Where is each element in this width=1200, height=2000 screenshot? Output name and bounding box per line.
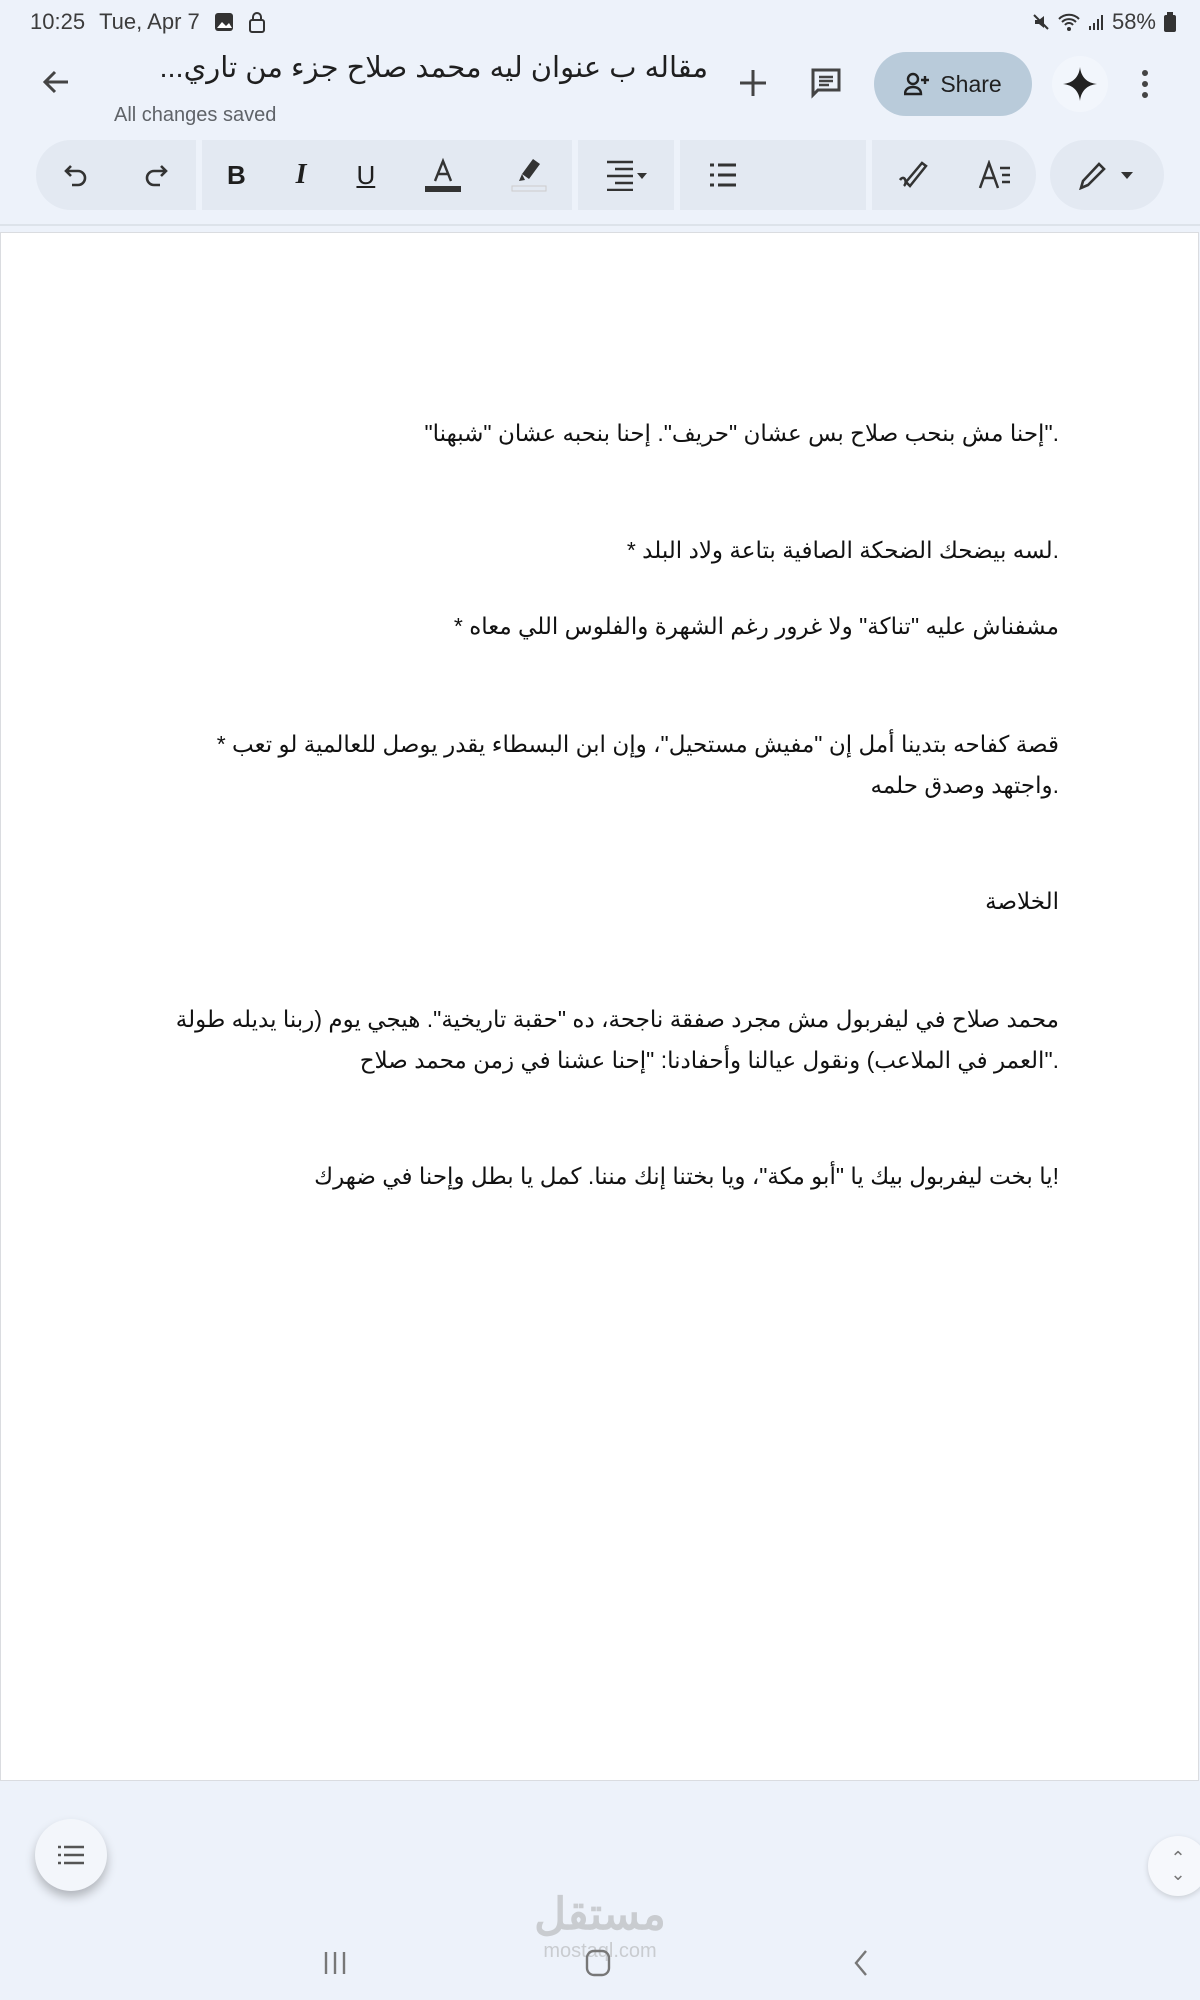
document-title[interactable]: مقاله ب عنوان ليه محمد صلاح جزء من تاري...	[159, 52, 708, 84]
back-chevron-icon	[852, 1949, 870, 1977]
format-toolbar-group	[202, 140, 572, 210]
gemini-button[interactable]	[1052, 56, 1108, 112]
pencil-dropdown-icon	[1077, 160, 1137, 190]
image-icon	[214, 12, 234, 32]
home-icon	[585, 1949, 611, 1977]
more-options-button[interactable]	[1140, 68, 1150, 100]
recent-apps-button[interactable]	[322, 1940, 348, 1986]
status-bar	[30, 6, 1176, 38]
edit-mode-button[interactable]	[1050, 140, 1164, 210]
lock-icon	[248, 11, 266, 33]
share-label: Share	[940, 70, 1002, 97]
paragraph: محمد صلاح في ليفربول مش مجرد صفقة ناجحة، ده "حقبة تاريخية". هيجي يوم (ربنا يديله طولة العمر في الملاعب) ونقول عيالنا وأحفادنا: "إحنا عشنا في زمن محمد صلاح".	[175, 1006, 1059, 1073]
undo-button[interactable]	[63, 162, 89, 188]
text-color-icon	[425, 157, 461, 193]
battery-icon	[1164, 12, 1176, 32]
text-style-button[interactable]	[978, 160, 1012, 190]
highlighter-icon	[511, 157, 547, 193]
tools-toolbar-group	[872, 140, 1036, 210]
status-date: Tue, Apr 7	[99, 9, 200, 34]
comments-button[interactable]	[810, 67, 842, 99]
align-toolbar-group	[578, 140, 674, 210]
recents-icon	[322, 1950, 348, 1976]
align-button[interactable]	[604, 159, 648, 191]
text-color-button[interactable]	[425, 157, 461, 193]
share-button[interactable]	[874, 52, 1032, 116]
section-heading: الخلاصة	[985, 888, 1059, 914]
chevron-up-icon: ⌃	[1170, 1848, 1186, 1868]
paragraph: * قصة كفاحه بتدينا أمل إن "مفيش مستحيل"، وإن ابن البسطاء يقدر يوصل للعالمية لو تعب واجتهد وصدق حلمه.	[216, 731, 1059, 798]
paragraph: "إحنا مش بنحب صلاح بس عشان "حريف". إحنا بنحبه عشان "شبهنا".	[424, 420, 1059, 446]
history-toolbar-group	[36, 140, 196, 210]
signal-icon	[1088, 13, 1104, 31]
sparkle-icon	[1063, 67, 1097, 101]
paragraph: يا بخت ليفربول بيك يا "أبو مكة"، ويا بختنا إنك مننا. كمل يا بطل وإحنا في ضهرك!	[314, 1163, 1059, 1189]
scroll-navigator[interactable]	[1148, 1836, 1200, 1896]
plus-icon	[738, 68, 768, 98]
paragraph: * لسه بيضحك الضحكة الصافية بتاعة ولاد البلد.	[626, 537, 1059, 563]
highlight-button[interactable]	[511, 157, 547, 193]
bulleted-list-button[interactable]	[708, 161, 738, 189]
undo-icon	[63, 162, 89, 188]
bold-button[interactable]: B	[226, 159, 246, 190]
handwriting-icon	[896, 160, 930, 190]
toolbar-divider	[0, 224, 1200, 226]
wifi-icon	[1058, 13, 1080, 31]
align-right-icon	[604, 159, 648, 191]
add-person-icon	[904, 72, 930, 96]
clear-format-button[interactable]	[896, 160, 930, 190]
save-status: All changes saved	[114, 104, 277, 126]
text-format-icon	[978, 160, 1012, 190]
home-button[interactable]	[585, 1940, 611, 1986]
outline-list-icon	[57, 1844, 85, 1866]
watermark-domain: mostaql.com	[543, 1940, 657, 1962]
back-button[interactable]	[40, 66, 72, 98]
outline-button[interactable]	[35, 1819, 107, 1891]
italic-button[interactable]: I	[295, 159, 307, 190]
chevron-down-icon: ⌄	[1170, 1864, 1186, 1884]
document-page[interactable]	[0, 232, 1199, 1781]
list-toolbar-group	[680, 140, 866, 210]
redo-icon	[143, 162, 169, 188]
arrow-left-icon	[40, 66, 72, 98]
watermark-logo: مستقل	[534, 1890, 666, 1939]
redo-button[interactable]	[143, 162, 169, 188]
comment-icon	[810, 67, 842, 99]
kebab-icon	[1140, 68, 1150, 100]
mute-icon	[1032, 13, 1050, 31]
back-nav-button[interactable]	[852, 1940, 870, 1986]
bullet-list-icon	[708, 161, 738, 189]
paragraph: * مشفناش عليه "تناكة" ولا غرور رغم الشهرة والفلوس اللي معاه	[453, 613, 1059, 639]
status-time: 10:25	[30, 9, 86, 34]
underline-button[interactable]: U	[356, 159, 376, 190]
add-button[interactable]	[738, 68, 768, 98]
battery-level: 58%	[1111, 9, 1156, 34]
